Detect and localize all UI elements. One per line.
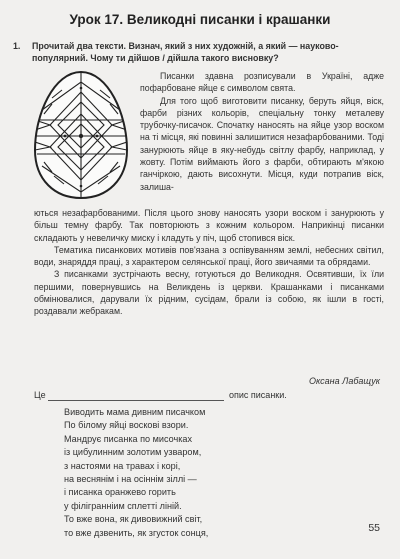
task-number: 1. bbox=[13, 41, 21, 51]
poem-line: То вже вона, як дивовижний світ, bbox=[64, 514, 203, 525]
poem-line: то вже дзвенить, як згусток сонця, bbox=[64, 527, 209, 538]
paragraph: ються незафарбованими. Після цього знову наносять узори воском і занурюють у більш темну фарбу. Так повторюють з кожним кольором. Наприкінці писанки складають у невеличку миску і кладуть у піч, щоб стопився віск. bbox=[34, 208, 384, 243]
poem bbox=[64, 406, 208, 540]
fill-in-description: опис писанки. bbox=[229, 390, 287, 400]
lesson-title: Урок 17. Великодні писанки і крашанки bbox=[69, 12, 331, 27]
poem-line: на веснянім і на осіннім зіллі — bbox=[64, 474, 197, 485]
pysanka-egg-illustration bbox=[32, 70, 130, 200]
paragraph: Для того щоб виготовити писанку, беруть яйця, віск, фарби різних кольорів, спеціальну тонку металеву трубочку-писачок. Спочатку наносять на яйце узор воском на ті місця, які повинні залишитися незафарбованими. Тоді занурюють яйце в яку-небудь світлу фарбу, наприклад, у жовту. Потім виймають його з фарби, обтирають м'якою ганчіркою, дають висохнути. Місця, куди потрапив віск, залиша- bbox=[140, 95, 384, 192]
poem-line: з настоями на травах і корі, bbox=[64, 460, 181, 471]
task-instruction: Прочитай два тексти. Визнач, який з них художній, а який — науково-популярний. Чому ти дійшов / дійшла такого висновку? bbox=[32, 41, 339, 63]
text-one-continued bbox=[34, 207, 384, 318]
paragraph: З писанками зустрічають весну, готуються до Великодня. Освятивши, їх їли першими, повернувшись на Великдень із церкви. Крашанками і писанками обмінювалися, дарували їх рідним, сусідам, брали із собою, як ішли в гості, роздавали жебракам. bbox=[34, 269, 384, 317]
poem-line: і писанка оранжево горить bbox=[64, 487, 176, 498]
paragraph: Писанки здавна розписували в Україні, адже пофарбоване яйце є символом свята. bbox=[140, 71, 384, 94]
fill-in-blank[interactable] bbox=[48, 400, 224, 401]
poem-line: По білому яйці воскові взори. bbox=[64, 420, 189, 431]
poem-line: із цибулинним золотим узваром, bbox=[64, 447, 202, 458]
author-name: Оксана Лабащук bbox=[309, 376, 380, 386]
page-number: 55 bbox=[368, 522, 380, 534]
text-one-intro bbox=[140, 70, 384, 193]
paragraph: Тематика писанкових мотивів пов'язана з оспівуванням землі, небесних світил, води, знаряддя праці, з характером селянської праці, його звичаями та обрядами. bbox=[34, 244, 384, 268]
poem-line: у філігранніим сплетті ліній. bbox=[64, 500, 182, 511]
poem-line: Виводить мама дивним писачком bbox=[64, 407, 206, 417]
fill-in-label: Це bbox=[34, 390, 46, 400]
poem-line: Мандрує писанка по мисочках bbox=[64, 433, 192, 444]
